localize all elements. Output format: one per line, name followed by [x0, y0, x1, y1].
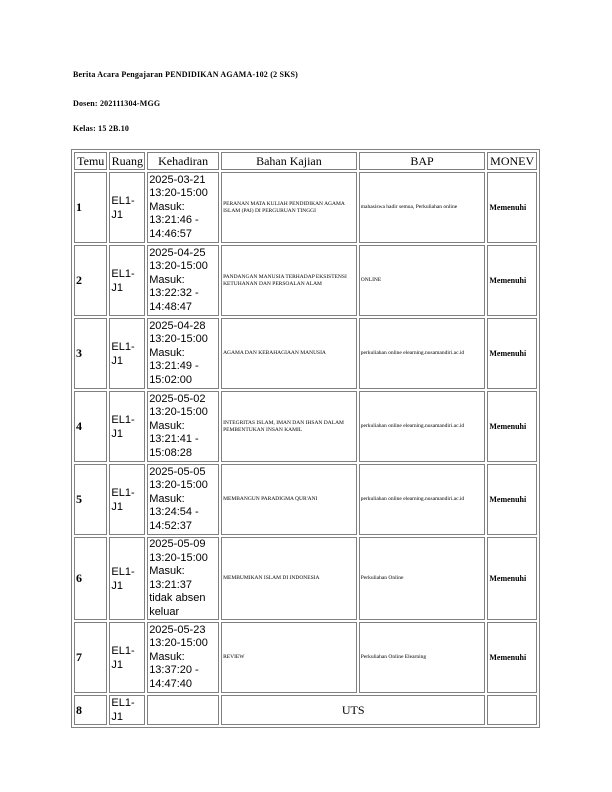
cell-kehadiran	[147, 391, 219, 462]
cell-kehadiran	[147, 695, 219, 725]
cell-ruang: EL1-J1	[109, 622, 145, 693]
col-header-monev: MONEV	[487, 152, 537, 170]
cell-monev: Memenuhi	[487, 172, 537, 243]
cell-ruang: EL1-J1	[109, 245, 145, 316]
cell-bap: ONLINE	[359, 245, 486, 316]
att-checkin: Masuk: 13:22:32 - 14:48:47	[149, 273, 199, 313]
cell-kehadiran	[147, 318, 219, 389]
cell-bap: perkuliahan online elearning.nusamandiri.ac.id	[359, 318, 486, 389]
att-time: 13:20-15:00	[149, 406, 208, 419]
cell-temu: 2	[74, 245, 107, 316]
att-date: 2025-05-23	[149, 623, 206, 636]
cell-ruang: EL1-J1	[109, 318, 145, 389]
table-row	[74, 318, 537, 389]
col-header-bahan-kajian: Bahan Kajian	[221, 152, 357, 170]
attendance-table	[71, 149, 540, 728]
cell-monev	[487, 695, 537, 725]
cell-bahan-kajian: PANDANGAN MANUSIA TERHADAP EKSISTENSI KETUHANAN DAN PERSOALAN ALAM	[221, 245, 357, 316]
table-row	[74, 464, 537, 535]
cell-bahan-kajian: MEMBANGUN PARADIGMA QUR'ANI	[221, 464, 357, 535]
cell-temu: 5	[74, 464, 107, 535]
att-time: 13:20-15:00	[149, 637, 208, 650]
cell-temu: 6	[74, 537, 107, 620]
col-header-ruang: Ruang	[109, 152, 145, 170]
cell-temu: 7	[74, 622, 107, 693]
lecturer-label: Dosen: 202111304-MGG	[73, 99, 161, 108]
cell-monev: Memenuhi	[487, 318, 537, 389]
cell-temu: 3	[74, 318, 107, 389]
att-checkin: Masuk: 13:21:41 - 15:08:28	[149, 419, 199, 459]
cell-bap: Perkuliahan Online Elearning	[359, 622, 486, 693]
col-header-temu: Temu	[74, 152, 107, 170]
cell-bahan-kajian: REVIEW	[221, 622, 357, 693]
att-date: 2025-04-28	[149, 319, 206, 332]
col-header-bap: BAP	[359, 152, 486, 170]
att-checkin: Masuk: 13:24:54 - 14:52:37	[149, 492, 199, 532]
document-title: Berita Acara Pengajaran PENDIDIKAN AGAMA-102 (2 SKS)	[73, 70, 299, 79]
att-checkin: Masuk: 13:21:46 - 14:46:57	[149, 200, 199, 240]
att-date: 2025-04-25	[149, 246, 206, 259]
att-time: 13:20-15:00	[149, 333, 208, 346]
cell-ruang: EL1-J1	[109, 464, 145, 535]
col-header-kehadiran: Kehadiran	[147, 152, 219, 170]
cell-temu: 8	[74, 695, 107, 725]
cell-ruang: EL1-J1	[109, 172, 145, 243]
att-date: 2025-03-21	[149, 173, 206, 186]
att-date: 2025-05-09	[149, 538, 206, 550]
att-time: 13:20-15:00	[149, 551, 208, 564]
cell-ruang: EL1-J1	[109, 391, 145, 462]
cell-ruang: EL1-J1	[109, 537, 145, 620]
att-date: 2025-05-05	[149, 465, 206, 478]
table-row	[74, 622, 537, 693]
att-time: 13:20-15:00	[149, 479, 208, 492]
cell-monev: Memenuhi	[487, 537, 537, 620]
cell-kehadiran	[147, 622, 219, 693]
cell-bahan-kajian: INTEGRITAS ISLAM, IMAN DAN IHSAN DALAM PEMBENTUKAN INSAN KAMIL	[221, 391, 357, 462]
att-time: 13:20-15:00	[149, 187, 208, 200]
cell-monev: Memenuhi	[487, 622, 537, 693]
att-checkin: Masuk: 13:21:49 - 15:02:00	[149, 346, 199, 386]
class-label: Kelas: 15 2B.10	[73, 124, 130, 133]
cell-kehadiran	[147, 537, 219, 620]
cell-monev: Memenuhi	[487, 464, 537, 535]
att-checkin: Masuk: 13:37:20 - 14:47:40	[149, 650, 199, 690]
table-row	[74, 537, 537, 620]
cell-kehadiran	[147, 464, 219, 535]
table-header-row	[74, 152, 537, 170]
cell-ruang: EL1-J1	[109, 695, 145, 725]
cell-temu: 1	[74, 172, 107, 243]
table-row	[74, 391, 537, 462]
cell-monev: Memenuhi	[487, 245, 537, 316]
table-row	[74, 695, 537, 725]
cell-uts: UTS	[221, 695, 485, 725]
cell-bahan-kajian: AGAMA DAN KEBAHAGIAAN MANUSIA	[221, 318, 357, 389]
cell-bahan-kajian: MEMBUMIKAN ISLAM DI INDONESIA	[221, 537, 357, 620]
att-time: 13:20-15:00	[149, 260, 208, 273]
cell-monev: Memenuhi	[487, 391, 537, 462]
table-row	[74, 172, 537, 243]
cell-kehadiran	[147, 172, 219, 243]
table-row	[74, 245, 537, 316]
cell-kehadiran	[147, 245, 219, 316]
cell-temu: 4	[74, 391, 107, 462]
cell-bap: Perkuliahan Online	[359, 537, 486, 620]
cell-bap: mahasiswa hadir semua, Perkuliahan online	[359, 172, 486, 243]
cell-bahan-kajian: PERANAN MATA KULIAH PENDIDIKAN AGAMA ISLAM (PAI) DI PERGURUAN TINGGI	[221, 172, 357, 243]
cell-bap: perkuliahan online elearning.nusamandiri.ac.id	[359, 464, 486, 535]
att-checkin: Masuk: 13:21:37 tidak absen keluar	[149, 565, 206, 618]
att-date: 2025-05-02	[149, 392, 206, 405]
cell-bap: perkuliahan online elearning.nusamandiri.ac.id	[359, 391, 486, 462]
